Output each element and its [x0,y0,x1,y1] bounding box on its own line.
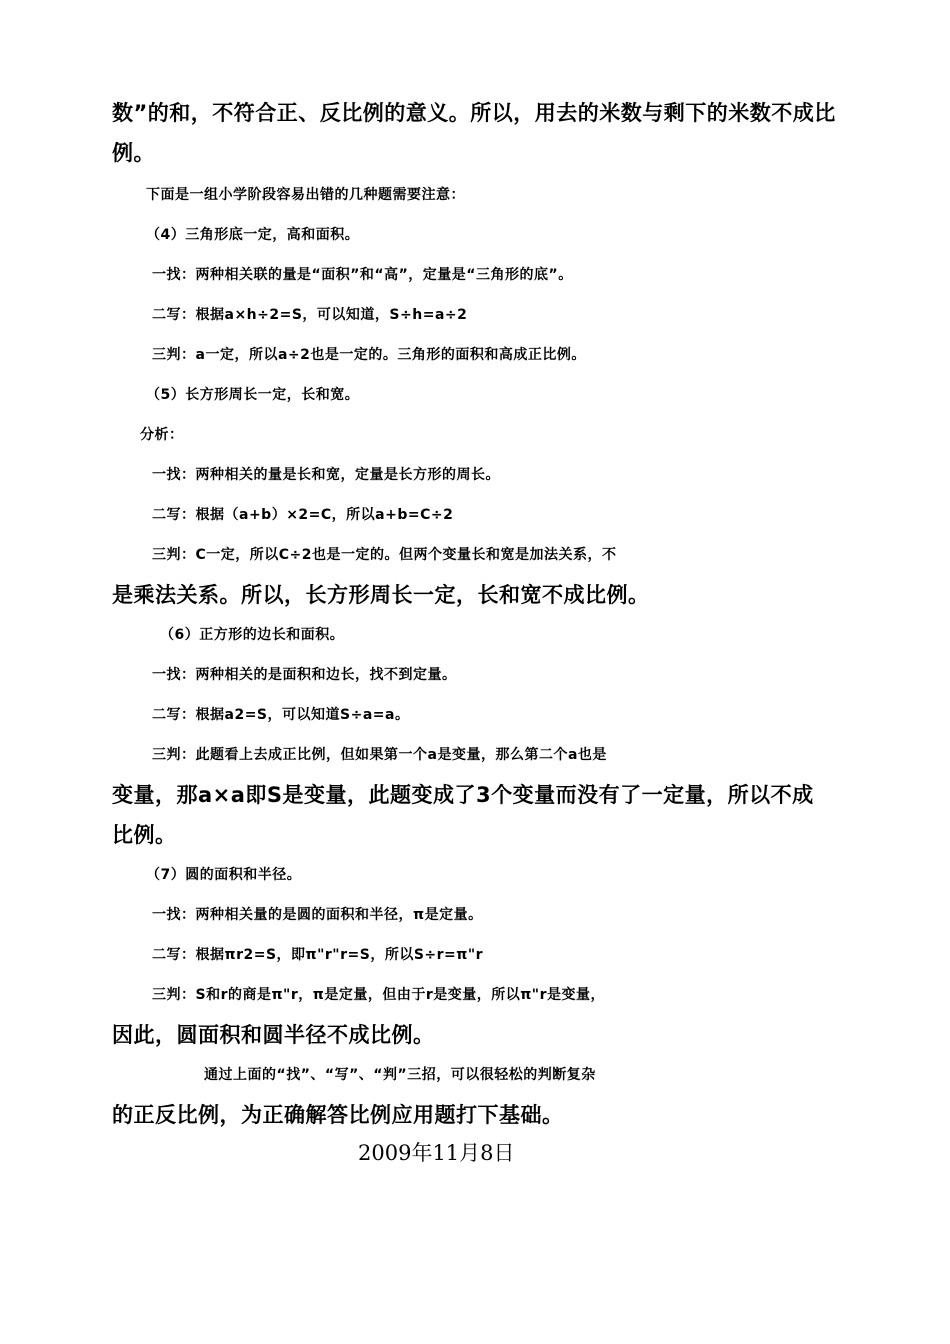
section-heading: （7）圆的面积和半径。 [146,867,302,883]
text-line: 三判：C一定，所以C÷2也是一定的。但两个变量长和宽是加法关系，不 [152,547,617,563]
text-line: 一找：两种相关的量是长和宽，定量是长方形的周长。 [152,467,500,483]
text-line: 二写：根据a×h÷2=S，可以知道，S÷h=a÷2 [152,307,468,323]
text-line: 下面是一组小学阶段容易出错的几种题需要注意： [146,187,465,203]
text-line: 通过上面的“找”、“写”、“判”三招，可以很轻松的判断复杂 [204,1067,596,1083]
text-line: 三判：a一定，所以a÷2也是一定的。三角形的面积和高成正比例。 [152,347,586,363]
text-line: 二写：根据a2=S，可以知道S÷a=a。 [152,707,410,723]
section-heading: （6）正方形的边长和面积。 [160,627,345,643]
text-line: 比例。 [112,823,177,847]
text-line: 变量，那a×a即S是变量，此题变成了3个变量而没有了一定量，所以不成 [112,783,814,807]
text-line: 一找：两种相关联的量是“面积”和“高”，定量是“三角形的底”。 [152,267,573,283]
text-line: 一找：两种相关的是面积和边长，找不到定量。 [152,667,457,683]
text-line: 数”的和，不符合正、反比例的意义。所以，用去的米数与剩下的米数不成比 [112,101,836,125]
text-line: 一找：两种相关量的是圆的面积和半径，π是定量。 [152,907,483,923]
section-heading: （5）长方形周长一定，长和宽。 [146,387,360,403]
text-line: 三判：此题看上去成正比例，但如果第一个a是变量，那么第二个a也是 [152,747,607,763]
text-line: 二写：根据（a+b）×2=C，所以a+b=C÷2 [152,507,454,523]
document-date: 2009年11月8日 [358,1141,515,1165]
text-line: 三判：S和r的商是π"r，π是定量，但由于r是变量，所以π"r是变量， [152,987,606,1003]
section-heading: （4）三角形底一定，高和面积。 [146,227,360,243]
text-line: 二写：根据πr2=S，即π"r"r=S，所以S÷r=π"r [152,947,484,963]
text-line: 分析： [140,427,184,443]
text-line: 是乘法关系。所以，长方形周长一定，长和宽不成比例。 [112,583,650,607]
text-line: 因此，圆面积和圆半径不成比例。 [112,1023,435,1047]
text-line: 例。 [112,141,155,165]
text-line: 的正反比例，为正确解答比例应用题打下基础。 [112,1103,564,1127]
